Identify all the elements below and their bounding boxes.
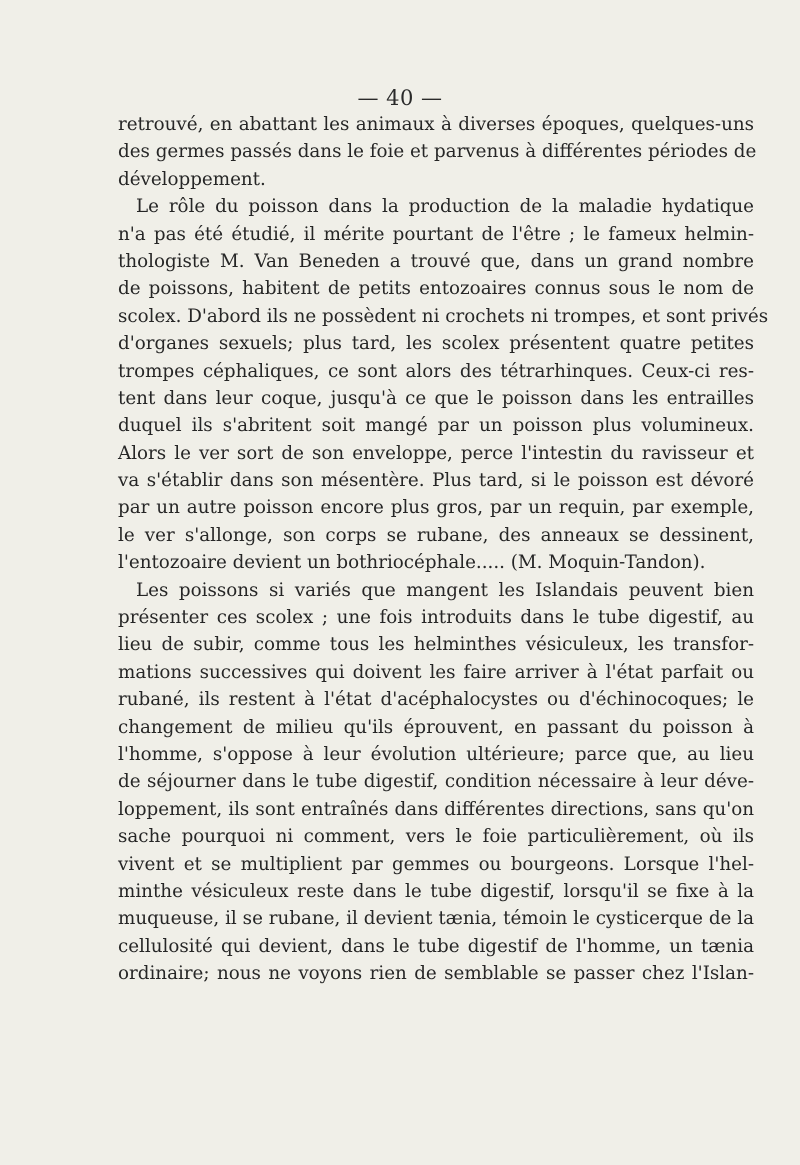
text-line: des germes passés dans le foie et parvenus à différentes périodes de xyxy=(118,141,757,163)
text-line: n'a pas été étudié, il mérite pourtant de l'être ; le fameux helmin- xyxy=(118,223,754,245)
text-line: présenter ces scolex ; une fois introduits dans le tube digestif, au xyxy=(118,607,754,629)
text-line: cellulosité qui devient, dans le tube digestif de l'homme, un tænia xyxy=(118,935,754,957)
text-line: tent dans leur coque, jusqu'à ce que le poisson dans les entrailles xyxy=(118,387,754,409)
text-line: d'organes sexuels; plus tard, les scolex présentent quatre petites xyxy=(118,333,754,355)
text-line: l'entozoaire devient un bothriocéphale..... (M. Moquin-Tandon). xyxy=(118,552,706,574)
text-line: mations successives qui doivent les faire arriver à l'état parfait ou xyxy=(118,661,754,683)
text-line: lieu de subir, comme tous les helminthes vésiculeux, les transfor- xyxy=(118,634,754,656)
text-line: minthe vésiculeux reste dans le tube digestif, lorsqu'il se fixe à la xyxy=(118,880,754,902)
text-line: duquel ils s'abritent soit mangé par un poisson plus volumineux. xyxy=(118,415,754,437)
text-line: vivent et se multiplient par gemmes ou bourgeons. Lorsque l'hel- xyxy=(118,853,754,875)
text-line: ordinaire; nous ne voyons rien de semblable se passer chez l'Islan- xyxy=(118,963,754,985)
text-line: l'homme, s'oppose à leur évolution ultérieure; parce que, au lieu xyxy=(118,743,754,765)
text-line: par un autre poisson encore plus gros, par un requin, par exemple, xyxy=(118,497,754,519)
body-text xyxy=(118,111,769,988)
text-line: de séjourner dans le tube digestif, condition nécessaire à leur déve- xyxy=(118,771,754,793)
text-line: thologiste M. Van Beneden a trouvé que, dans un grand nombre xyxy=(118,250,754,272)
page-number: — 40 — xyxy=(357,86,443,110)
text-line: de poissons, habitent de petits entozoaires connus sous le nom de xyxy=(118,278,754,300)
text-line: Les poissons si variés que mangent les Islandais peuvent bien xyxy=(136,579,754,601)
text-line: sache pourquoi ni comment, vers le foie particulièrement, où ils xyxy=(118,826,754,848)
text-line: retrouvé, en abattant les animaux à diverses époques, quelques-uns xyxy=(118,114,754,135)
text-line: muqueuse, il se rubane, il devient tænia, témoin le cysticerque de la xyxy=(118,908,754,930)
text-line: trompes céphaliques, ce sont alors des tétrarhinques. Ceux-ci res- xyxy=(118,360,754,382)
text-line: loppement, ils sont entraînés dans différentes directions, sans qu'on xyxy=(118,798,754,820)
text-line: va s'établir dans son mésentère. Plus tard, si le poisson est dévoré xyxy=(118,470,754,492)
text-line: le ver s'allonge, son corps se rubane, des anneaux se dessinent, xyxy=(118,524,754,546)
text-line: Alors le ver sort de son enveloppe, perce l'intestin du ravisseur et xyxy=(118,442,754,464)
text-line: développement. xyxy=(118,168,266,190)
text-line: scolex. D'abord ils ne possèdent ni crochets ni trompes, et sont privés xyxy=(118,305,769,327)
text-line: Le rôle du poisson dans la production de la maladie hydatique xyxy=(136,196,754,218)
text-line: rubané, ils restent à l'état d'acéphalocystes ou d'échinocoques; le xyxy=(118,689,754,711)
text-line: changement de milieu qu'ils éprouvent, en passant du poisson à xyxy=(118,716,754,738)
